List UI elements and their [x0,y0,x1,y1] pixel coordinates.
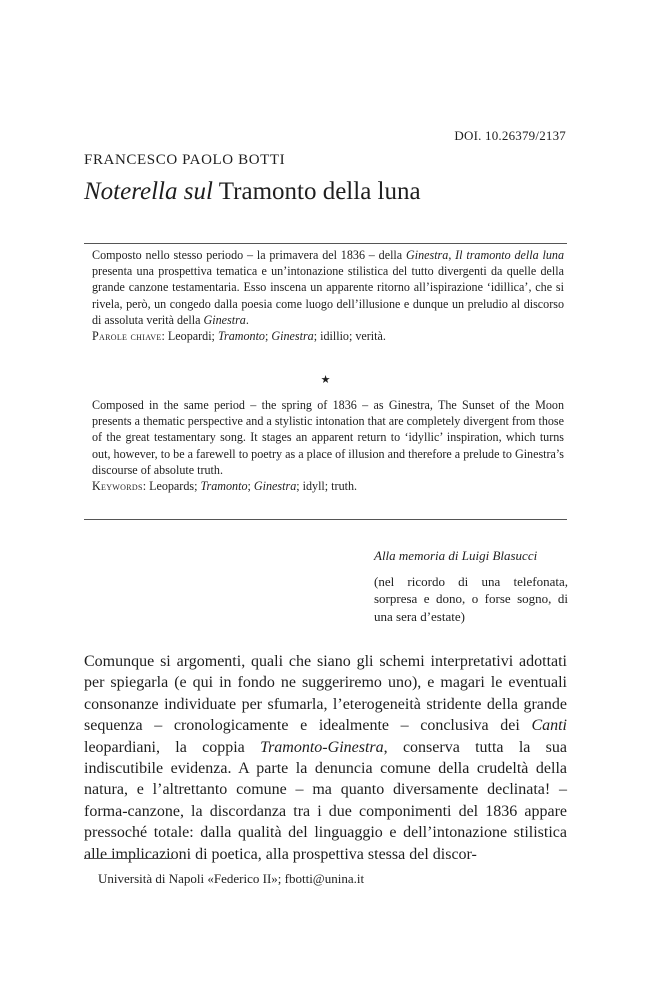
keywords-it-em2: Ginestra [271,329,314,344]
keywords-it-2: ; [264,329,272,344]
keywords-label: Parole chiave [92,329,162,344]
abstract-it-em2: Il tramonto della luna [455,248,565,262]
keywords-it-em1: Tramonto [217,329,265,344]
doi-label: DOI. 10.26379/2137 [454,128,566,143]
abstract-it-em3: Ginestra [203,312,246,327]
article-title [84,178,421,206]
keywords-en-2: ; [247,479,254,494]
body-paragraph-text [84,651,567,865]
title-italic-part: Noterella sul [84,178,213,205]
title-roman-part: Tramonto della luna [218,178,421,205]
abstract-english [92,397,564,494]
footnote-affiliation: Università di Napoli «Federico II»; fbotti@unina.it [98,871,365,886]
keywords-it-3: ; idillio; verità. [313,329,386,344]
abstract-it-s4: . [245,312,249,327]
keywords-en-em1: Tramonto [200,479,248,494]
abstract-italian-text [92,247,564,328]
keywords-label-en: Keywords [92,479,143,494]
keywords-it-1: : Leopardi; [161,329,218,344]
abstract-italian [92,247,564,344]
star-separator: ★ [320,374,331,386]
body-paragraph [84,651,567,865]
abstract-top-rule [84,243,567,244]
body-em2: Tramonto-Ginestra [260,738,384,756]
abstract-it-s2: , [448,248,456,262]
keywords-en-3: ; idyll; truth. [296,479,358,494]
author-name: FRANCESCO PAOLO BOTTI [84,152,286,168]
abstract-it-em1: Ginestra [405,248,449,262]
abstract-it-s1: Composto nello stesso periodo – la primavera del 1836 – della [92,248,406,262]
abstract-bottom-rule [84,519,567,520]
keywords-en-em2: Ginestra [253,479,297,494]
dedication-name: Alla memoria di Luigi Blasucci [374,548,538,563]
body-p3: , conserva tutta la sua indiscutibile evidenza. A parte la denuncia comune della crudeltà della natura, e l’altrettanto comune – ma quanto diversamente declinata! – forma-canzone, la discordanza tra i due componimenti del 1836 appare pressoché totale: dalla qualità del linguaggio e dell’intonazione stilistica alle implicazioni di poetica, alla prospettiva stessa del discor- [84,738,567,863]
body-p2: leopardiani, la coppia [84,738,261,756]
abstract-english-text: Composed in the same period – the spring of 1836 – as Ginestra, The Sunset of the Moon presents a thematic perspective and a stylistic intonation that are completely divergent from those of the great testamentary song. It stages an apparent return to ‘idyllic’ inspiration, which turns out, however, to be a farewell to poetry as a place of illusion and therefore a prelude to Ginestra’s discourse of absolute truth. [92,398,564,477]
body-em1: Canti [531,717,567,735]
keywords-en-1: : Leopards; [142,479,201,494]
dedication-memory: (nel ricordo di una telefonata, sorpresa e dono, o forse sogno, di una sera d’estate) [374,573,568,624]
keywords-italian [92,328,564,344]
body-p1: Comunque si argomenti, quali che siano gli schemi interpretativi adottati per spiegarla (e qui in fondo ne suggeriremo uno), e magari le eventuali consonanze individuate per sfumarla, l’eterogeneità stridente della grande sequenza – cronologicamente e idealmente – conclusiva dei [84,653,567,735]
abstract-it-s3: presenta una prospettiva tematica e un’intonazione stilistica del tutto divergenti da quelle della grande canzone testamentaria. Esso inscena un apparente ritorno all’ispirazione ‘idillica’, che si rivela, però, un congedo dalla poesia come luogo dell’illusione e dunque un preludio al discorso di assoluta verità della [92,264,564,327]
footnote-rule [84,858,172,859]
dedication [374,547,568,625]
keywords-english [92,478,564,494]
